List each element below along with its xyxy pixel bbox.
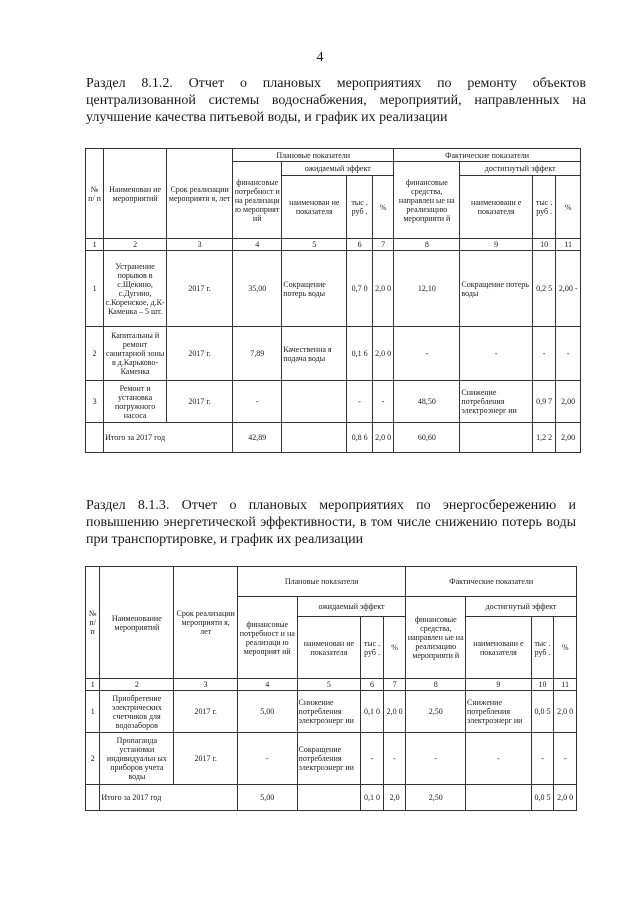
col-fact-fin-header: финансовые средства, направлен ые на реализацию мероприяти й (394, 162, 460, 239)
row-plan-eff-pct: - (372, 381, 393, 423)
fact-effect-header: достигнутый эффект (466, 597, 577, 617)
section-heading-8-1-2: Раздел 8.1.2. Отчет о плановых мероприятиях по ремонту объектов централизованной системы водоснабжения, мероприятий, направленных на улучшение качества питьевой воды, и график их реализации (86, 76, 586, 125)
fact-effect-header: достигнутый эффект (460, 162, 581, 176)
table-row (86, 251, 581, 327)
index-cell: 3 (174, 679, 238, 691)
col-plan-eff-name-header: наименован ие показателя (282, 176, 347, 239)
row-fact-fin: 48,50 (394, 381, 460, 423)
index-cell: 3 (167, 239, 233, 251)
index-cell: 1 (86, 239, 104, 251)
index-cell: 4 (233, 239, 282, 251)
index-cell: 2 (100, 679, 174, 691)
plan-group-header: Плановые показатели (233, 149, 394, 162)
report-table-8-1-2 (85, 148, 581, 453)
col-plan-eff-th-header: тыс . руб . (347, 176, 373, 239)
row-term: 2017 г. (167, 327, 233, 381)
index-cell: 10 (531, 679, 554, 691)
index-cell: 6 (347, 239, 373, 251)
index-cell: 6 (361, 679, 384, 691)
row-fact-eff-pct: 2,00 - (556, 251, 581, 327)
col-plan-fin-header: финансовые потребност и на реализаци ю мероприят ий (237, 597, 297, 679)
row-num: 2 (86, 733, 100, 785)
row-num: 2 (86, 327, 104, 381)
row-plan-eff-name: Сокращение потребления электроэнерг ии (297, 733, 361, 785)
row-fact-fin: - (394, 327, 460, 381)
row-plan-eff-name (282, 381, 347, 423)
row-fact-eff-th: - (532, 327, 555, 381)
table-row (86, 381, 581, 423)
col-fact-eff-th-header: тыс . руб . (531, 617, 554, 679)
index-cell: 7 (372, 239, 393, 251)
index-cell: 8 (406, 679, 466, 691)
col-name-header: Наименован ие мероприятий (104, 149, 167, 239)
fact-group-header: Фактические показатели (394, 149, 581, 162)
col-term-header: Срок реализации мероприяти я, лет (167, 149, 233, 239)
row-fact-eff-th: - (531, 733, 554, 785)
row-fact-fin: 2,50 (406, 691, 466, 733)
index-cell: 1 (86, 679, 100, 691)
index-cell: 9 (460, 239, 533, 251)
row-plan-fin: - (233, 381, 282, 423)
col-num-header: № п/ п (86, 149, 104, 239)
col-fact-eff-name-header: наименовани е показателя (466, 617, 532, 679)
table-row (86, 691, 577, 733)
row-plan-eff-th: 0,7 0 (347, 251, 373, 327)
total-plan-eff-th: 0,8 6 (347, 423, 373, 453)
row-plan-fin: 7,89 (233, 327, 282, 381)
row-plan-eff-name: Сокращение потерь воды (282, 251, 347, 327)
row-plan-eff-th: 0,1 0 (361, 691, 384, 733)
row-num: 1 (86, 691, 100, 733)
row-term: 2017 г. (167, 251, 233, 327)
col-fact-eff-pct-header: % (554, 617, 577, 679)
row-fact-eff-name: - (460, 327, 533, 381)
row-term: 2017 г. (174, 691, 238, 733)
index-row (86, 239, 581, 251)
row-plan-fin: 5,00 (237, 691, 297, 733)
row-name: Приобретение электрических счетчиков для водозаборов (100, 691, 174, 733)
col-fact-fin-header: финансовые средства, направлен ые на реализацию мероприяти й (406, 597, 466, 679)
total-fact-eff-th: 0,0 5 (531, 785, 554, 811)
index-cell: 10 (532, 239, 555, 251)
row-name: Ремонт и установка погружного насоса (104, 381, 167, 423)
col-plan-eff-pct-header: % (372, 176, 393, 239)
table-row (86, 327, 581, 381)
plan-group-header: Плановые показатели (237, 567, 405, 597)
row-term: 2017 г. (167, 381, 233, 423)
col-term-header: Срок реализации мероприяти я, лет (174, 567, 238, 679)
total-fact-fin: 2,50 (406, 785, 466, 811)
row-fact-eff-name: Снижение потребления электроэнерг ии (460, 381, 533, 423)
total-fact-fin: 60,60 (394, 423, 460, 453)
row-fact-eff-pct: 2,0 0 (554, 691, 577, 733)
row-fact-eff-name: Снижение потребления электроэнерг ии (466, 691, 532, 733)
total-label: Итого за 2017 год (104, 423, 233, 453)
total-row (86, 423, 581, 453)
index-cell: 11 (554, 679, 577, 691)
col-fact-eff-name-header: наименовани е показателя (460, 176, 533, 239)
total-row (86, 785, 577, 811)
col-fact-eff-pct-header: % (556, 176, 581, 239)
total-fact-eff-pct: 2,0 0 (554, 785, 577, 811)
total-plan-eff-th: 0,1 0 (361, 785, 384, 811)
table-row (86, 733, 577, 785)
index-cell: 5 (297, 679, 361, 691)
row-fact-eff-pct: - (554, 733, 577, 785)
row-name: Пропаганда установки индивидуальн ых приборов учета воды (100, 733, 174, 785)
row-plan-eff-pct: 2,0 0 (372, 251, 393, 327)
total-plan-eff-pct: 2,0 0 (372, 423, 393, 453)
row-plan-eff-th: - (347, 381, 373, 423)
plan-effect-header: ожидаемый эффект (297, 597, 406, 617)
row-fact-eff-th: 0,2 5 (532, 251, 555, 327)
index-cell: 8 (394, 239, 460, 251)
row-plan-eff-pct: 2,0 0 (383, 691, 406, 733)
index-cell: 5 (282, 239, 347, 251)
row-plan-eff-th: - (361, 733, 384, 785)
row-fact-eff-pct: 2,00 (556, 381, 581, 423)
plan-effect-header: ожидаемый эффект (282, 162, 394, 176)
row-plan-fin: - (237, 733, 297, 785)
col-plan-fin-header: финансовые потребност и на реализаци ю мероприят ий (233, 162, 282, 239)
total-plan-fin: 5,00 (237, 785, 297, 811)
col-fact-eff-th-header: тыс . руб . (532, 176, 555, 239)
col-name-header: Наименование мероприятий (100, 567, 174, 679)
row-plan-eff-pct: - (383, 733, 406, 785)
row-plan-eff-pct: 2,0 0 (372, 327, 393, 381)
index-cell: 4 (237, 679, 297, 691)
col-plan-eff-pct-header: % (383, 617, 406, 679)
index-cell: 11 (556, 239, 581, 251)
index-cell: 7 (383, 679, 406, 691)
total-fact-eff-pct: 2,00 (556, 423, 581, 453)
total-label: Итого за 2017 год (100, 785, 238, 811)
row-name: Капитальны й ремонт санитарной зоны в д.Карьково-Каменка (104, 327, 167, 381)
index-row (86, 679, 577, 691)
index-cell: 9 (466, 679, 532, 691)
section-heading-8-1-3: Раздел 8.1.3. Отчет о плановых мероприятиях по энергосбережению и повышению энергетической эффективности, в том числе снижению потерь воды при транспортировке, и график их реализации (86, 498, 576, 547)
col-num-header: № п/ п (86, 567, 100, 679)
row-plan-fin: 35,00 (233, 251, 282, 327)
row-fact-eff-th: 0,9 7 (532, 381, 555, 423)
row-num: 1 (86, 251, 104, 327)
row-term: 2017 г. (174, 733, 238, 785)
index-cell: 2 (104, 239, 167, 251)
row-num: 3 (86, 381, 104, 423)
row-fact-eff-pct: - (556, 327, 581, 381)
row-fact-eff-th: 0,0 5 (531, 691, 554, 733)
col-plan-eff-name-header: наименован ие показателя (297, 617, 361, 679)
row-fact-fin: - (406, 733, 466, 785)
total-plan-eff-pct: 2,0 (383, 785, 406, 811)
col-plan-eff-th-header: тыс . руб . (361, 617, 384, 679)
row-plan-eff-name: Снижение потребления электроэнерг ии (297, 691, 361, 733)
fact-group-header: Фактические показатели (406, 567, 577, 597)
row-plan-eff-th: 0,1 6 (347, 327, 373, 381)
page-number: 4 (316, 50, 324, 65)
row-fact-eff-name: Сокращение потерь воды (460, 251, 533, 327)
row-plan-eff-name: Качественна я подача воды (282, 327, 347, 381)
total-plan-fin: 42,89 (233, 423, 282, 453)
row-name: Устранение порывов в с.Щекино, с.Дугино, с.Коренское, д.К-Каменка – 5 шт. (104, 251, 167, 327)
report-table-8-1-3 (85, 566, 577, 811)
row-fact-eff-name: - (466, 733, 532, 785)
row-fact-fin: 12,10 (394, 251, 460, 327)
total-fact-eff-th: 1,2 2 (532, 423, 555, 453)
